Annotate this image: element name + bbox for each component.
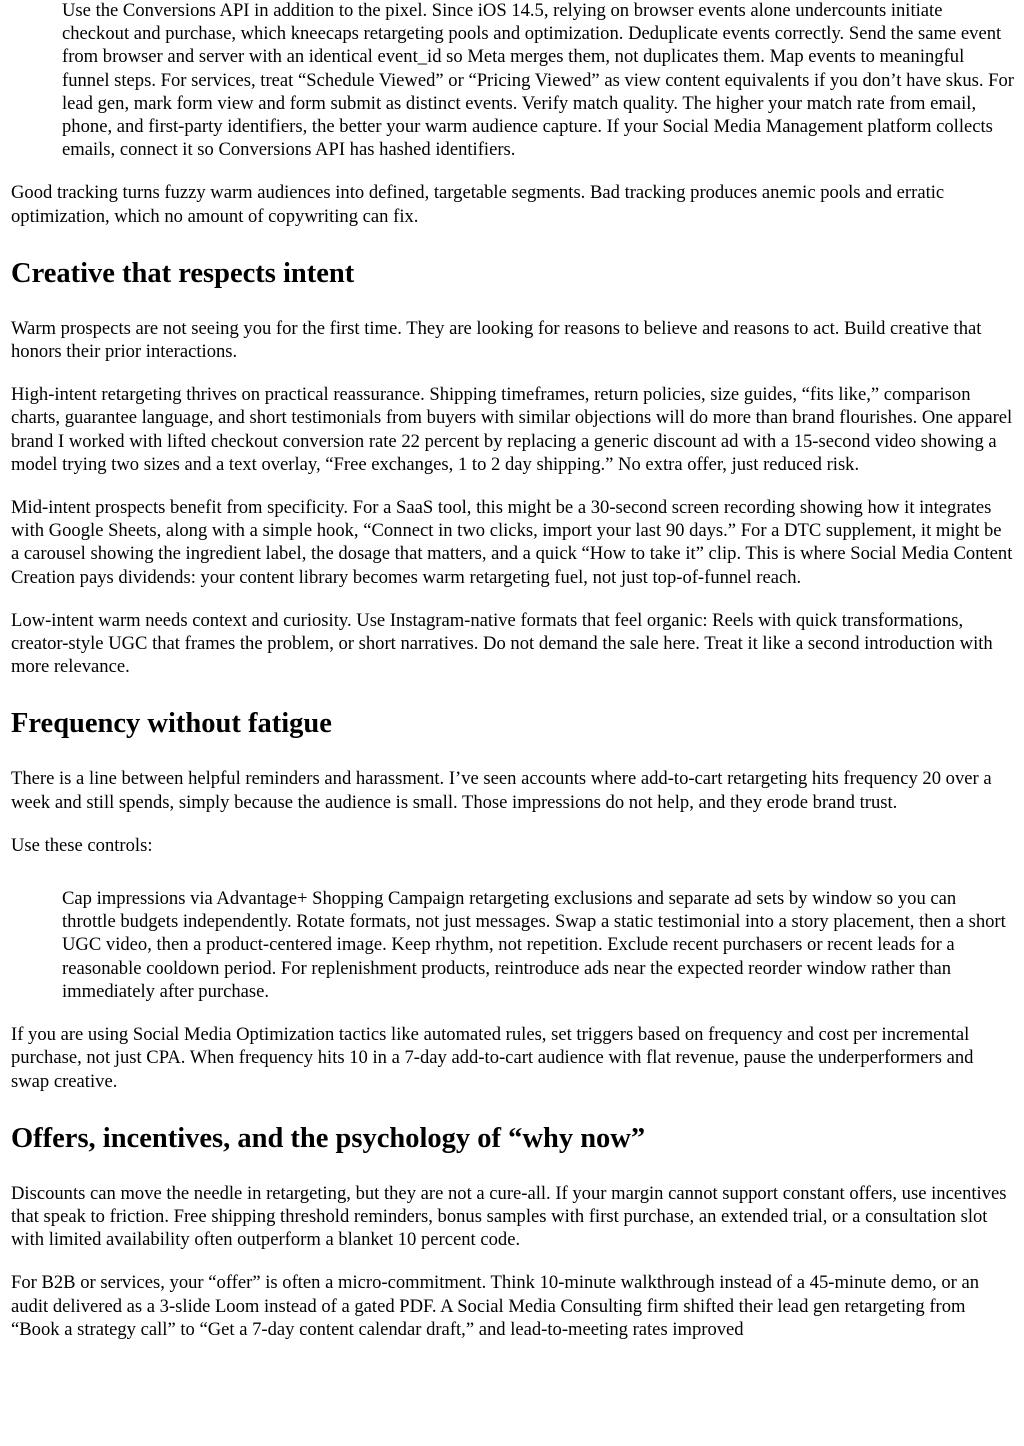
paragraph: There is a line between helpful reminders and harassment. I’ve seen accounts where add-to-cart retargeting hits frequency 20 over a week and still spends, simply because the audience is small. Those impressions do not help, and they erode brand trust. <box>11 768 992 813</box>
list-text: Use the Conversions API in addition to the pixel. Since iOS 14.5, relying on browser events alone undercounts initiate checkout and purchase, which kneecaps retargeting pools and optimization. Deduplicate events correctly. Send the same event from browser and server with an identical event_id so Meta merges them, not duplicates them. Map events to meaningful funnel steps. For services, treat “Schedule Viewed” or “Pricing Viewed” as view content equivalents if you don’t have skus. For lead gen, mark form view and form submit as distinct events. Verify match quality. The higher your match rate from email, phone, and first-party identifiers, the better your warm audience capture. If your Social Media Management platform collects emails, connect it so Conversions API has hashed identifiers. <box>62 0 1015 161</box>
paragraph: If you are using Social Media Optimization tactics like automated rules, set triggers based on frequency and cost per incremental purchase, not just CPA. When frequency hits 10 in a 7-day add-to-cart audience with flat revenue, pause the underperformers and swap creative. <box>11 1024 974 1092</box>
paragraph: For B2B or services, your “offer” is often a micro-commitment. Think 10-minute walkthrough instead of a 45-minute demo, or an audit delivered as a 3-slide Loom instead of a gated PDF. A Social Media Consulting firm shifted their lead gen retargeting from “Book a strategy call” to “Get a 7-day content calendar draft,” and lead-to-meeting rates improved <box>11 1272 980 1340</box>
paragraph: Warm prospects are not seeing you for the first time. They are looking for reasons to believe and reasons to act. Build creative that honors their prior interactions. <box>11 317 982 363</box>
paragraph: Good tracking turns fuzzy warm audiences into defined, targetable segments. Bad tracking produces anemic pools and erratic optimization, which no amount of copywriting can fix. <box>11 182 945 227</box>
section-heading: Creative that respects intent <box>11 257 355 289</box>
tracking-checklist <box>62 0 1014 161</box>
paragraph: Low-intent warm needs context and curiosity. Use Instagram-native formats that feel organic: Reels with quick transformations, creator-style UGC that frames the problem, or short narratives. Do not demand the sale here. Treat it like a second introduction with more relevance. <box>11 609 993 678</box>
frequency-controls-list <box>62 887 1014 1003</box>
paragraph: Mid-intent prospects benefit from specificity. For a SaaS tool, this might be a 30-second screen recording showing how it integrates with Google Sheets, along with a simple hook, “Connect in two clicks, import your last 90 days.” For a DTC supplement, it might be a carousel showing the ingredient label, the dosage that matters, and a quick “How to take it” clip. This is where Social Media Content Creation pays dividends: your content library becomes warm retargeting fuel, not just top-of-funnel reach. <box>11 497 1013 588</box>
list-text: Cap impressions via Advantage+ Shopping Campaign retargeting exclusions and separate ad sets by window so you can throttle budgets independently. Rotate formats, not just messages. Swap a static testimonial into a story placement, then a short UGC video, then a product-centered image. Keep rhythm, not repetition. Exclude recent purchasers or recent leads for a reasonable cooldown period. For replenishment products, reintroduce ads near the expected reorder window rather than immediately after purchase. <box>62 888 1006 1002</box>
section-heading: Frequency without fatigue <box>11 708 332 740</box>
paragraph: Discounts can move the needle in retargeting, but they are not a cure-all. If your margin cannot support constant offers, use incentives that speak to friction. Free shipping threshold reminders, bonus samples with first purchase, an extended trial, or a consultation slot with limited availability often outperform a blanket 10 percent code. <box>11 1182 1007 1251</box>
paragraph: Use these controls: <box>11 834 153 856</box>
section-heading: Offers, incentives, and the psychology of “why now” <box>11 1122 646 1154</box>
paragraph: High-intent retargeting thrives on practical reassurance. Shipping timeframes, return policies, size guides, “fits like,” comparison charts, guarantee language, and short testimonials from buyers with similar objections will do more than brand flourishes. One apparel brand I worked with lifted checkout conversion rate 22 percent by replacing a generic discount ad with a 15-second video showing a model trying two sizes and a text overlay, “Free exchanges, 1 to 2 day shipping.” No extra offer, just reduced risk. <box>11 384 1013 475</box>
